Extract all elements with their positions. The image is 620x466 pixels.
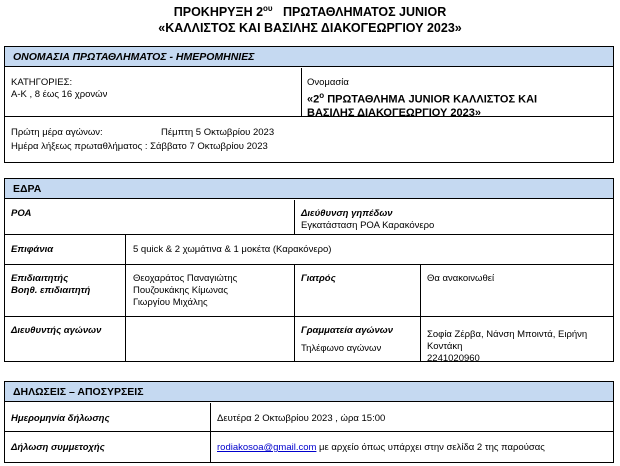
first-day-label: Πρώτη μέρα αγώνων: [11,127,103,138]
address-cell [301,208,434,232]
entry-method-text: με αρχείο όπως υπάρχει στην σελίδα 2 της παρούσας [316,442,545,453]
section-entries-withdrawals [4,381,614,463]
referee-name: Πουζουκάκης Κίμωνας [133,285,228,296]
categories-cell [11,77,107,101]
referee-label: Επιδιαιτητής [11,273,69,284]
entry-email-link[interactable]: rodiakosoa@gmail.com [217,442,317,453]
section-header: ΟΝΟΜΑΣΙΑ ΠΡΩΤΑΘΛΗΜΑΤΟΣ - ΗΜΕΡΟΜΗΝΙΕΣ [5,47,613,67]
secretariat-label: Γραμματεία αγώνων [301,325,393,336]
entry-method-label: Δήλωση συμμετοχής [11,442,105,453]
name-value-line2: ΒΑΣΙΛΗΣ ΔΙΑΚΟΓΕΩΡΓΙΟΥ 2023» [307,106,481,119]
name-value-sup: ο [319,91,325,100]
document-title-line2: «ΚΑΛΛΙΣΤΟΣ ΚΑΙ ΒΑΣΙΛΗΣ ΔΙΑΚΟΓΕΩΡΓΙΟΥ 2023» [158,21,462,35]
referee-list [133,273,237,309]
entry-date-value: Δευτέρα 2 Οκτωβρίου 2023 , ώρα 15:00 [217,413,386,424]
entry-date-label: Ημερομηνία δήλωσης [11,413,110,424]
referee-name: Θεοχαράτος Παναγιώτης [133,273,238,284]
first-day-row [11,127,103,139]
address-label: Διεύθυνση γηπέδων [301,208,393,219]
secretariat-value-line2: Κοντάκη [427,341,463,352]
surface-label: Επιφάνια [11,244,54,255]
title-text: ΠΡΟΚΗΡΥΞΗ 2 [173,5,264,20]
section-venue [4,178,614,362]
referee-name: Γιωργίου Μιχάλης [133,297,208,308]
name-label: Ονομασία [307,77,349,88]
secretariat-cell [301,325,393,355]
entry-method-value [217,442,545,454]
section-header: ΔΗΛΩΣΕΙΣ – ΑΠΟΣΥΡΣΕΙΣ [5,382,613,402]
end-day-value: Σάββατο 7 Οκτωβρίου 2023 [150,141,268,152]
address-value: Εγκατάσταση ΡΟΑ Καρακόνερο [301,220,435,231]
categories-value: Α-Κ , 8 έως 16 χρονών [11,89,108,100]
end-day-label: Ημέρα λήξεως πρωταθλήματος : [11,141,148,152]
section-header: ΕΔΡΑ [5,179,613,199]
end-day-row [11,141,268,153]
title-text-post: ΠΡΩΤΑΘΛΗΜΑΤΟΣ JUNIOR [283,5,447,20]
championship-name-cell [307,77,607,120]
title-superscript: ου [263,4,273,13]
assistant-referee-label: Βοηθ. επιδιαιτητή [11,285,91,296]
phone-value: 2241020960 [427,353,480,364]
phone-label: Τηλέφωνο αγώνων [301,343,382,354]
secretariat-value: Σοφία Ζέρβα, Νάνση Μποιντά, Ειρήνη [427,329,588,340]
surface-value: 5 quick & 2 χωμάτινα & 1 μοκέτα (Καρακόνερο) [133,244,332,255]
name-value-post: ΠΡΩΤΑΘΛΗΜΑ JUNIOR ΚΑΛΛΙΣΤΟΣ ΚΑΙ [324,93,538,106]
first-day-value: Πέμπτη 5 Οκτωβρίου 2023 [161,127,275,138]
director-label: Διευθυντής αγώνων [11,325,102,336]
doctor-value: Θα ανακοινωθεί [427,273,495,284]
doctor-label: Γιατρός [301,273,336,284]
name-value [307,89,607,107]
section-championship-dates [4,46,614,163]
club-name: ΡΟΑ [11,208,32,219]
referee-labels [11,273,90,297]
name-value-pre: «2 [307,93,320,106]
document-title-line1 [0,4,620,19]
categories-label: ΚΑΤΗΓΟΡΙΕΣ: [11,77,73,88]
secretariat-values [427,329,611,365]
